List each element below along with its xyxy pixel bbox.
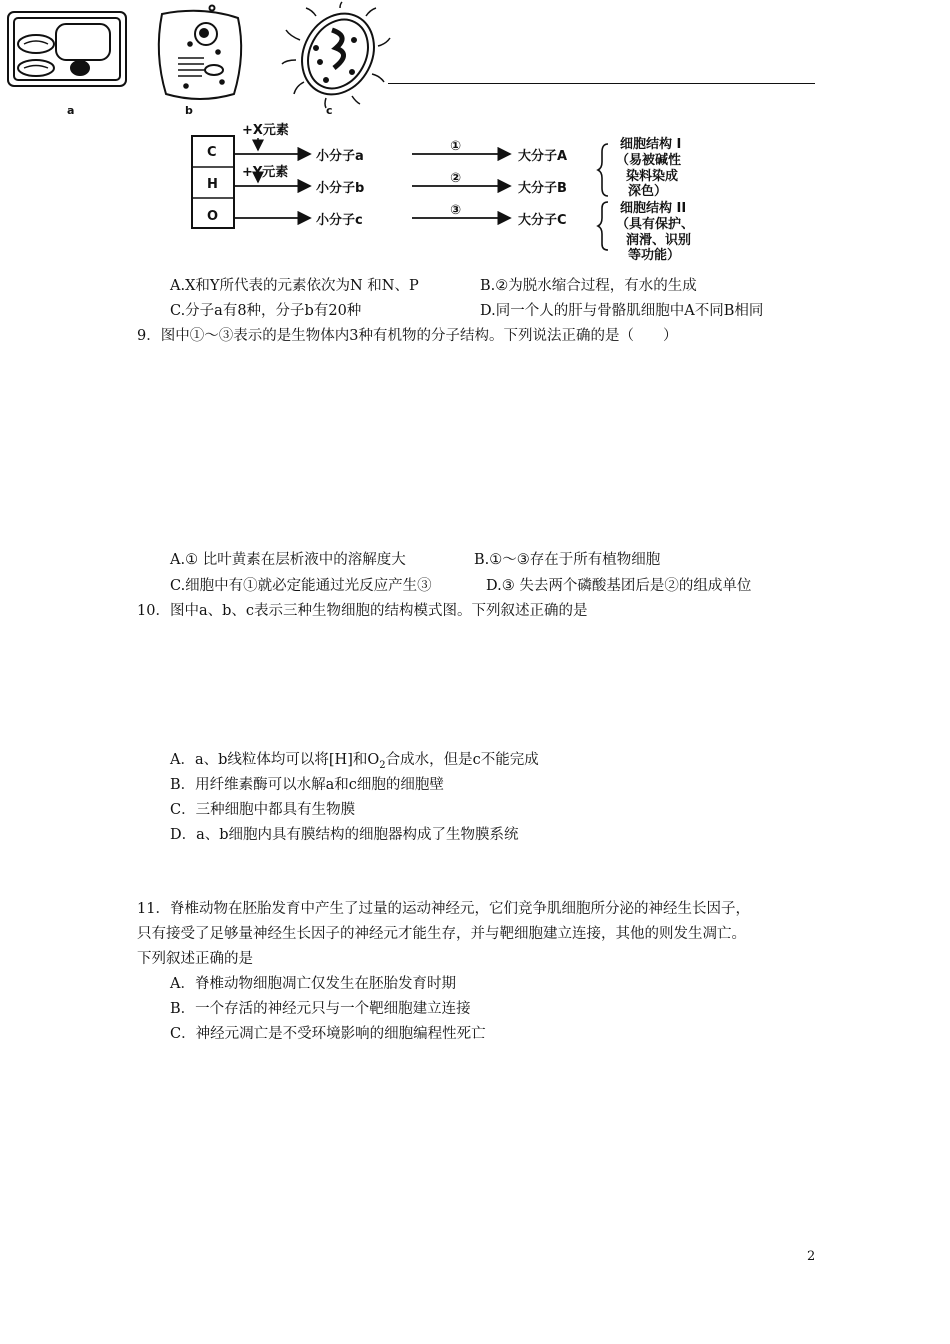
q9-option-d: D.③ 失去两个磷酸基团后是②的组成单位 — [486, 578, 752, 594]
cell-label-c: c — [326, 104, 333, 117]
q11-stem-line2: 只有接受了足够量神经生长因子的神经元才能生存，并与靶细胞建立连接，其他的则发生凋亡。 — [137, 926, 746, 942]
process-step-2: ② — [450, 171, 462, 186]
q9-option-c: C.细胞中有①就必定能通过光反应产生③ — [170, 578, 432, 594]
plant-cell-a — [8, 12, 126, 86]
structure-1-line2: （易被碱性 — [616, 153, 682, 168]
q8-option-a: A.X和Y所代表的元素依次为N 和N、P — [170, 278, 419, 294]
element-h: H — [207, 177, 218, 192]
q10-stem: 10．图中a、b、c表示三种生物细胞的结构模式图。下列叙述正确的是 — [137, 603, 588, 619]
q11-option-a: A．脊椎动物细胞凋亡仅发生在胚胎发育时期 — [170, 976, 456, 992]
macromolecule-a: 大分子A — [518, 149, 568, 164]
bacterium-c — [282, 1, 390, 108]
q10-option-a — [170, 750, 539, 776]
q9-option-a: A.① 比叶黄素在层析液中的溶解度大 — [170, 552, 406, 568]
molecule-diagram — [180, 122, 780, 262]
process-step-3: ③ — [450, 203, 462, 218]
q9-option-b: B.①～③存在于所有植物细胞 — [474, 552, 661, 568]
x-element-label: +X元素 — [242, 123, 289, 138]
structure-2-line1: 细胞结构 II — [620, 201, 687, 216]
structure-2-line2: （具有保护、 — [616, 217, 695, 232]
small-molecule-c: 小分子c — [316, 213, 363, 228]
cell-figure — [0, 0, 400, 120]
structure-1-line4: 深色） — [628, 184, 668, 199]
molecule-diagram-svg — [180, 122, 780, 262]
cell-label-a: a — [67, 104, 75, 117]
structure-1-line1: 细胞结构 I — [620, 137, 682, 152]
macromolecule-c: 大分子C — [518, 213, 567, 228]
q10-option-a-post: 合成水，但是c不能完成 — [385, 752, 539, 768]
q11-stem-line3: 下列叙述正确的是 — [137, 951, 253, 967]
q11-option-c: C．神经元凋亡是不受环境影响的细胞编程性死亡 — [170, 1026, 486, 1042]
structure-1-line3: 染料染成 — [626, 169, 679, 184]
structure-2-line3: 润滑、识别 — [626, 233, 692, 248]
q9-stem: 9．图中①～③表示的是生物体内3种有机物的分子结构。下列说法正确的是（ ） — [137, 328, 678, 344]
page-number: 2 — [807, 1249, 816, 1264]
q10-option-a-pre: A．a、b线粒体均可以将[H]和O — [170, 752, 380, 768]
q8-option-d: D.同一个人的肝与骨骼肌细胞中A不同B相同 — [480, 303, 764, 319]
q8-option-b: B.②为脱水缩合过程，有水的生成 — [480, 278, 697, 294]
element-o: O — [207, 209, 219, 224]
q8-option-c: C.分子a有8种，分子b有20种 — [170, 303, 362, 319]
y-element-label: +Y元素 — [242, 165, 289, 180]
small-molecule-b: 小分子b — [316, 181, 365, 196]
q11-option-b: B．一个存活的神经元只与一个靶细胞建立连接 — [170, 1001, 471, 1017]
animal-cell-b — [159, 6, 241, 100]
structure-2-line4: 等功能） — [628, 248, 681, 262]
macromolecule-b: 大分子B — [518, 181, 567, 196]
q10-option-c: C．三种细胞中都具有生物膜 — [170, 802, 356, 818]
answer-line — [388, 83, 815, 84]
process-step-1: ① — [450, 139, 462, 154]
q10-option-d: D．a、b细胞内具有膜结构的细胞器构成了生物膜系统 — [170, 827, 519, 843]
cell-label-b: b — [185, 104, 193, 117]
small-molecule-a: 小分子a — [316, 149, 364, 164]
q10-option-a-sub: 2 — [379, 759, 386, 771]
q11-stem-line1: 11．脊椎动物在胚胎发育中产生了过量的运动神经元，它们竞争肌细胞所分泌的神经生长因子， — [137, 901, 750, 917]
cell-figure-drawing — [0, 0, 400, 120]
q10-option-b: B．用纤维素酶可以水解a和c细胞的细胞壁 — [170, 777, 444, 793]
element-c: C — [207, 145, 217, 160]
